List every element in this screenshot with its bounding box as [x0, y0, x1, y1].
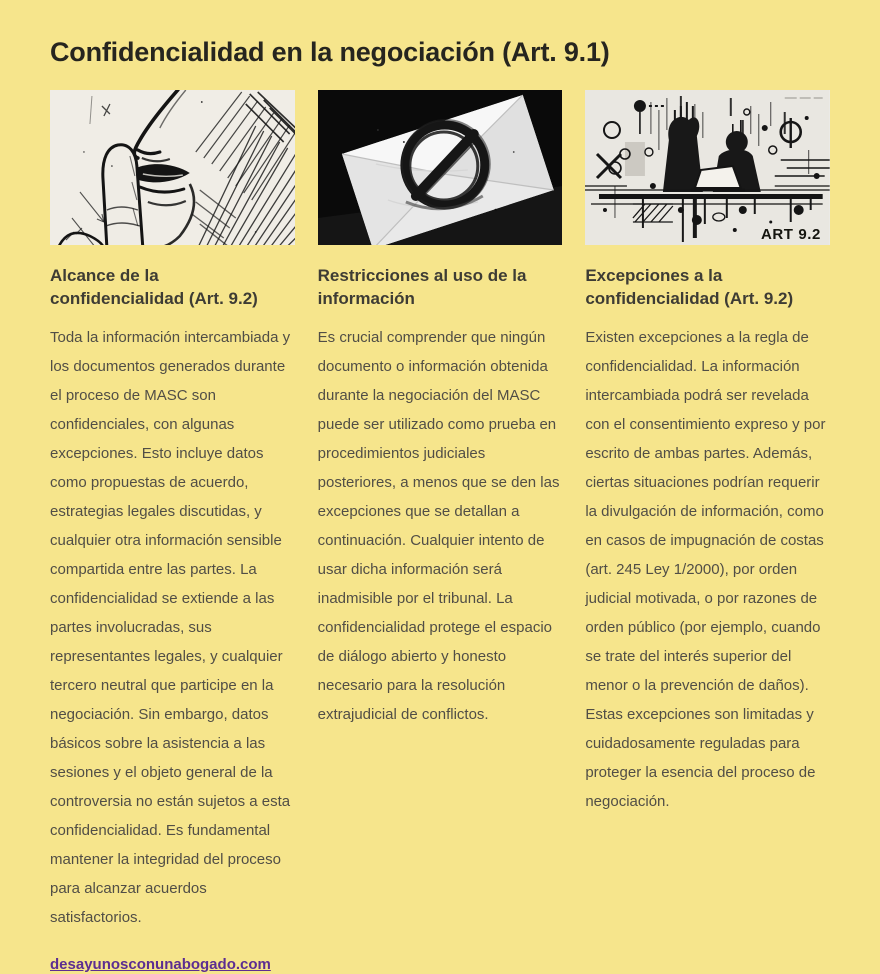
abstract-negotiation-illustration — [585, 90, 830, 245]
column-body: Toda la información intercambiada y los documentos generados durante el proceso de MASC son confidenciales, con algunas excepciones. Esto incluye datos como propuestas de acuerdo, estrategias legales discutidas, y cualquier otra información sensible compartida entre las partes. La confidencialidad se extiende a las partes involucradas, sus representantes legales, y cualquier tercero neutral que participe en la negociación. Sin embargo, datos básicos sobre la asistencia a las sesiones y el objeto general de la controversia no están sujetos a esta confidencialidad. Es fundamental mantener la integridad del proceso para alcanzar acuerdos satisfactorios. — [50, 329, 291, 926]
column-body: Es crucial comprender que ningún documento o información obtenida durante la negociación del MASC puede ser utilizado como prueba en procedimientos judiciales posteriores, a menos que se den las excepciones que se detallan a continuación. Cualquier intento de usar dicha información será inadmisible por el tribunal. La confidencialidad protege el espacio de diálogo abierto y honesto necesario para la resolución extrajudicial de conflictos. — [317, 329, 560, 723]
page-title: Confidencialidad en la negociación (Art. 9.1) — [50, 37, 610, 67]
envelope-image — [318, 90, 563, 245]
column-excepciones — [585, 90, 830, 932]
art-9-2-caption: ART 9.2 — [760, 226, 821, 243]
column-alcance — [50, 90, 295, 932]
shh-finger — [103, 145, 143, 245]
negotiation-image — [585, 90, 830, 245]
shh-illustration — [50, 90, 295, 245]
envelope-illustration — [318, 90, 563, 245]
column-heading: Restricciones al uso de la información — [317, 266, 527, 308]
column-heading: Excepciones a la confidencialidad (Art. 9.2) — [585, 266, 794, 308]
column-restricciones — [318, 90, 563, 932]
columns-grid — [50, 90, 830, 932]
website-link[interactable]: desayunosconunabogado.com — [50, 956, 271, 973]
finger-on-lips-image — [50, 90, 295, 245]
column-body: Existen excepciones a la regla de confidencialidad. La información intercambiada podrá ser revelada con el consentimiento expreso y por escrito de ambas partes. Además, ciertas situaciones podrían requerir la divulgación de información, como en casos de impugnación de costas (art. 245 Ley 1/2000), por orden judicial motivada, o por razones de orden público (por ejemplo, cuando se trate del interés superior del menor o la prevención de daños). Estas excepciones son limitadas y cuidadosamente reguladas para proteger la esencia del proceso de negociación. — [585, 329, 826, 810]
column-heading: Alcance de la confidencialidad (Art. 9.2) — [50, 266, 258, 308]
